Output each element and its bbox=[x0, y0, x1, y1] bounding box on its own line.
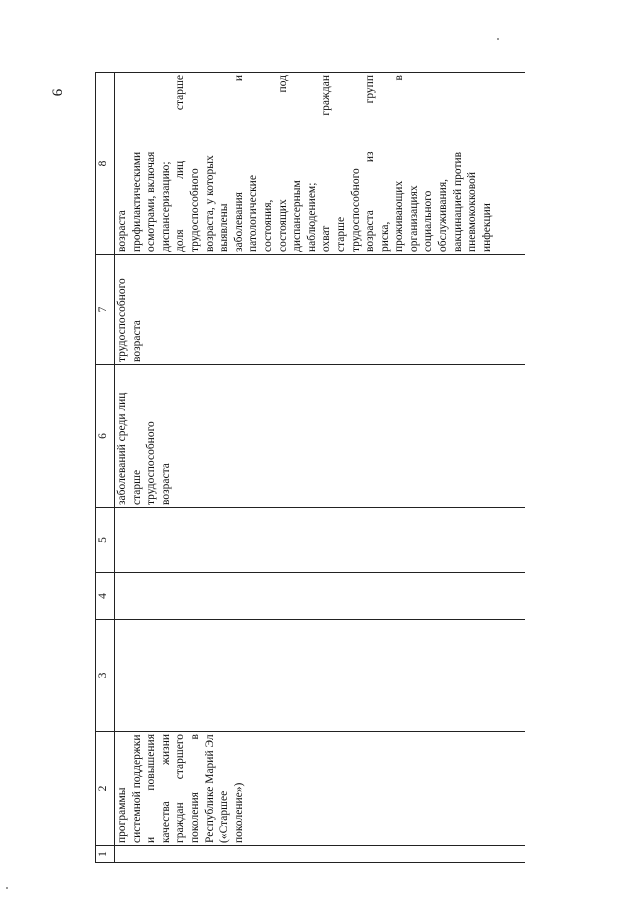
text-word: в bbox=[393, 75, 406, 81]
text-word: лиц bbox=[174, 160, 187, 179]
text-line bbox=[217, 75, 232, 252]
text-word: обслуживания, bbox=[437, 179, 450, 252]
text-word: вакцинацией против bbox=[451, 151, 464, 252]
text-word: старше bbox=[174, 75, 187, 111]
text-word: трудоспособного bbox=[116, 278, 128, 362]
text-line bbox=[130, 257, 145, 362]
text-word: организациях bbox=[407, 185, 420, 252]
text-line bbox=[261, 75, 276, 252]
cell-description bbox=[115, 73, 526, 255]
col-header-1: 1 bbox=[96, 846, 115, 863]
scan-speck bbox=[6, 887, 8, 889]
col-header-8: 8 bbox=[96, 73, 115, 255]
scan-speck bbox=[497, 38, 499, 40]
cell-program-name bbox=[115, 732, 526, 846]
text-line bbox=[363, 75, 378, 252]
text-line bbox=[144, 367, 159, 505]
text-word: старше bbox=[130, 469, 143, 505]
text-line bbox=[188, 734, 203, 843]
text-word: доля bbox=[174, 229, 187, 252]
text-word: старшего bbox=[174, 734, 187, 780]
text-word: трудоспособного bbox=[145, 421, 158, 505]
text-word: состоящих bbox=[276, 199, 289, 252]
text-line bbox=[203, 734, 218, 843]
text-word: повышения bbox=[145, 734, 158, 791]
text-line bbox=[436, 75, 451, 252]
text-line bbox=[115, 75, 130, 252]
text-word: под bbox=[276, 75, 289, 93]
cell-col-7 bbox=[115, 255, 526, 365]
text-line bbox=[173, 734, 188, 843]
col-header-6: 6 bbox=[96, 365, 115, 508]
text-word: граждан bbox=[174, 802, 187, 843]
text-line bbox=[451, 75, 466, 252]
text-word: трудоспособного bbox=[188, 168, 201, 252]
document-table bbox=[95, 72, 525, 863]
text-word: проживающих bbox=[393, 180, 406, 252]
rotated-table-wrapper bbox=[95, 73, 527, 863]
text-line bbox=[203, 75, 218, 252]
text-line bbox=[144, 734, 159, 843]
text-line bbox=[349, 75, 364, 252]
text-line bbox=[115, 367, 130, 505]
text-word: диспансеризацию; bbox=[159, 161, 172, 252]
text-word: из bbox=[364, 151, 377, 163]
text-line bbox=[130, 734, 145, 843]
col-header-3: 3 bbox=[96, 620, 115, 732]
page-number: 9 bbox=[48, 88, 65, 97]
text-word: состояния, bbox=[261, 199, 274, 252]
text-word: трудоспособного bbox=[349, 168, 362, 252]
header-row bbox=[96, 73, 115, 863]
col-header-7: 7 bbox=[96, 255, 115, 365]
text-word: жизни bbox=[159, 734, 172, 765]
table-row bbox=[115, 73, 526, 863]
text-line bbox=[144, 75, 159, 252]
text-word: заболеваний среди лиц bbox=[116, 392, 128, 505]
text-word: («Старшее bbox=[218, 790, 231, 843]
text-line bbox=[407, 75, 422, 252]
text-word: и bbox=[232, 75, 245, 82]
cell-col-1 bbox=[115, 846, 526, 863]
text-word: охват bbox=[320, 225, 333, 252]
text-line bbox=[188, 75, 203, 252]
text-word: качества bbox=[159, 801, 172, 843]
text-line bbox=[480, 75, 495, 252]
col-header-4: 4 bbox=[96, 573, 115, 620]
text-word: патологические bbox=[247, 175, 260, 252]
text-word: наблюдением; bbox=[305, 182, 318, 252]
text-line bbox=[246, 75, 261, 252]
text-line bbox=[305, 75, 320, 252]
text-line bbox=[217, 734, 232, 843]
text-line bbox=[115, 257, 130, 362]
text-line bbox=[232, 75, 247, 252]
text-word: системной поддержки bbox=[130, 734, 143, 843]
text-word: возраста, у которых bbox=[203, 155, 216, 252]
cell-col-5 bbox=[115, 508, 526, 573]
text-line bbox=[173, 75, 188, 252]
text-word: возраста bbox=[130, 320, 143, 362]
text-word: в bbox=[188, 734, 201, 740]
cell-col-3 bbox=[115, 620, 526, 732]
col-header-5: 5 bbox=[96, 508, 115, 573]
text-line bbox=[130, 367, 145, 505]
text-word: возраста bbox=[364, 210, 377, 252]
text-word: поколения bbox=[188, 792, 201, 843]
text-line bbox=[159, 75, 174, 252]
text-word: инфекции bbox=[480, 203, 493, 252]
text-line bbox=[378, 75, 393, 252]
text-word: профилактическими bbox=[130, 151, 143, 252]
text-line bbox=[334, 75, 349, 252]
text-line bbox=[421, 75, 436, 252]
text-word: программы bbox=[116, 787, 128, 843]
text-word: риска, bbox=[378, 221, 391, 252]
cell-indicator bbox=[115, 365, 526, 508]
text-word: групп bbox=[364, 75, 377, 104]
text-line bbox=[319, 75, 334, 252]
text-line bbox=[290, 75, 305, 252]
text-word: граждан bbox=[320, 75, 333, 116]
text-word: возраста bbox=[159, 463, 172, 505]
text-line bbox=[232, 734, 247, 843]
text-word: поколение») bbox=[232, 782, 245, 843]
text-line bbox=[465, 75, 480, 252]
text-word: старше bbox=[334, 216, 347, 252]
text-line bbox=[130, 75, 145, 252]
text-word: заболевания bbox=[232, 192, 245, 252]
cell-col-4 bbox=[115, 573, 526, 620]
text-word: возраста bbox=[116, 210, 128, 252]
text-word: осмотрами, включая bbox=[145, 151, 158, 252]
text-word: диспансерным bbox=[291, 180, 304, 252]
text-line bbox=[392, 75, 407, 252]
text-word: выявлены bbox=[218, 203, 231, 252]
text-word: и bbox=[145, 836, 158, 843]
text-line bbox=[276, 75, 291, 252]
text-line bbox=[159, 367, 174, 505]
text-line bbox=[115, 734, 130, 843]
text-word: Республике Марий Эл bbox=[203, 734, 216, 843]
col-header-2: 2 bbox=[96, 732, 115, 846]
text-line bbox=[159, 734, 174, 843]
text-word: социального bbox=[422, 190, 435, 252]
text-word: пневмококковой bbox=[466, 171, 479, 252]
